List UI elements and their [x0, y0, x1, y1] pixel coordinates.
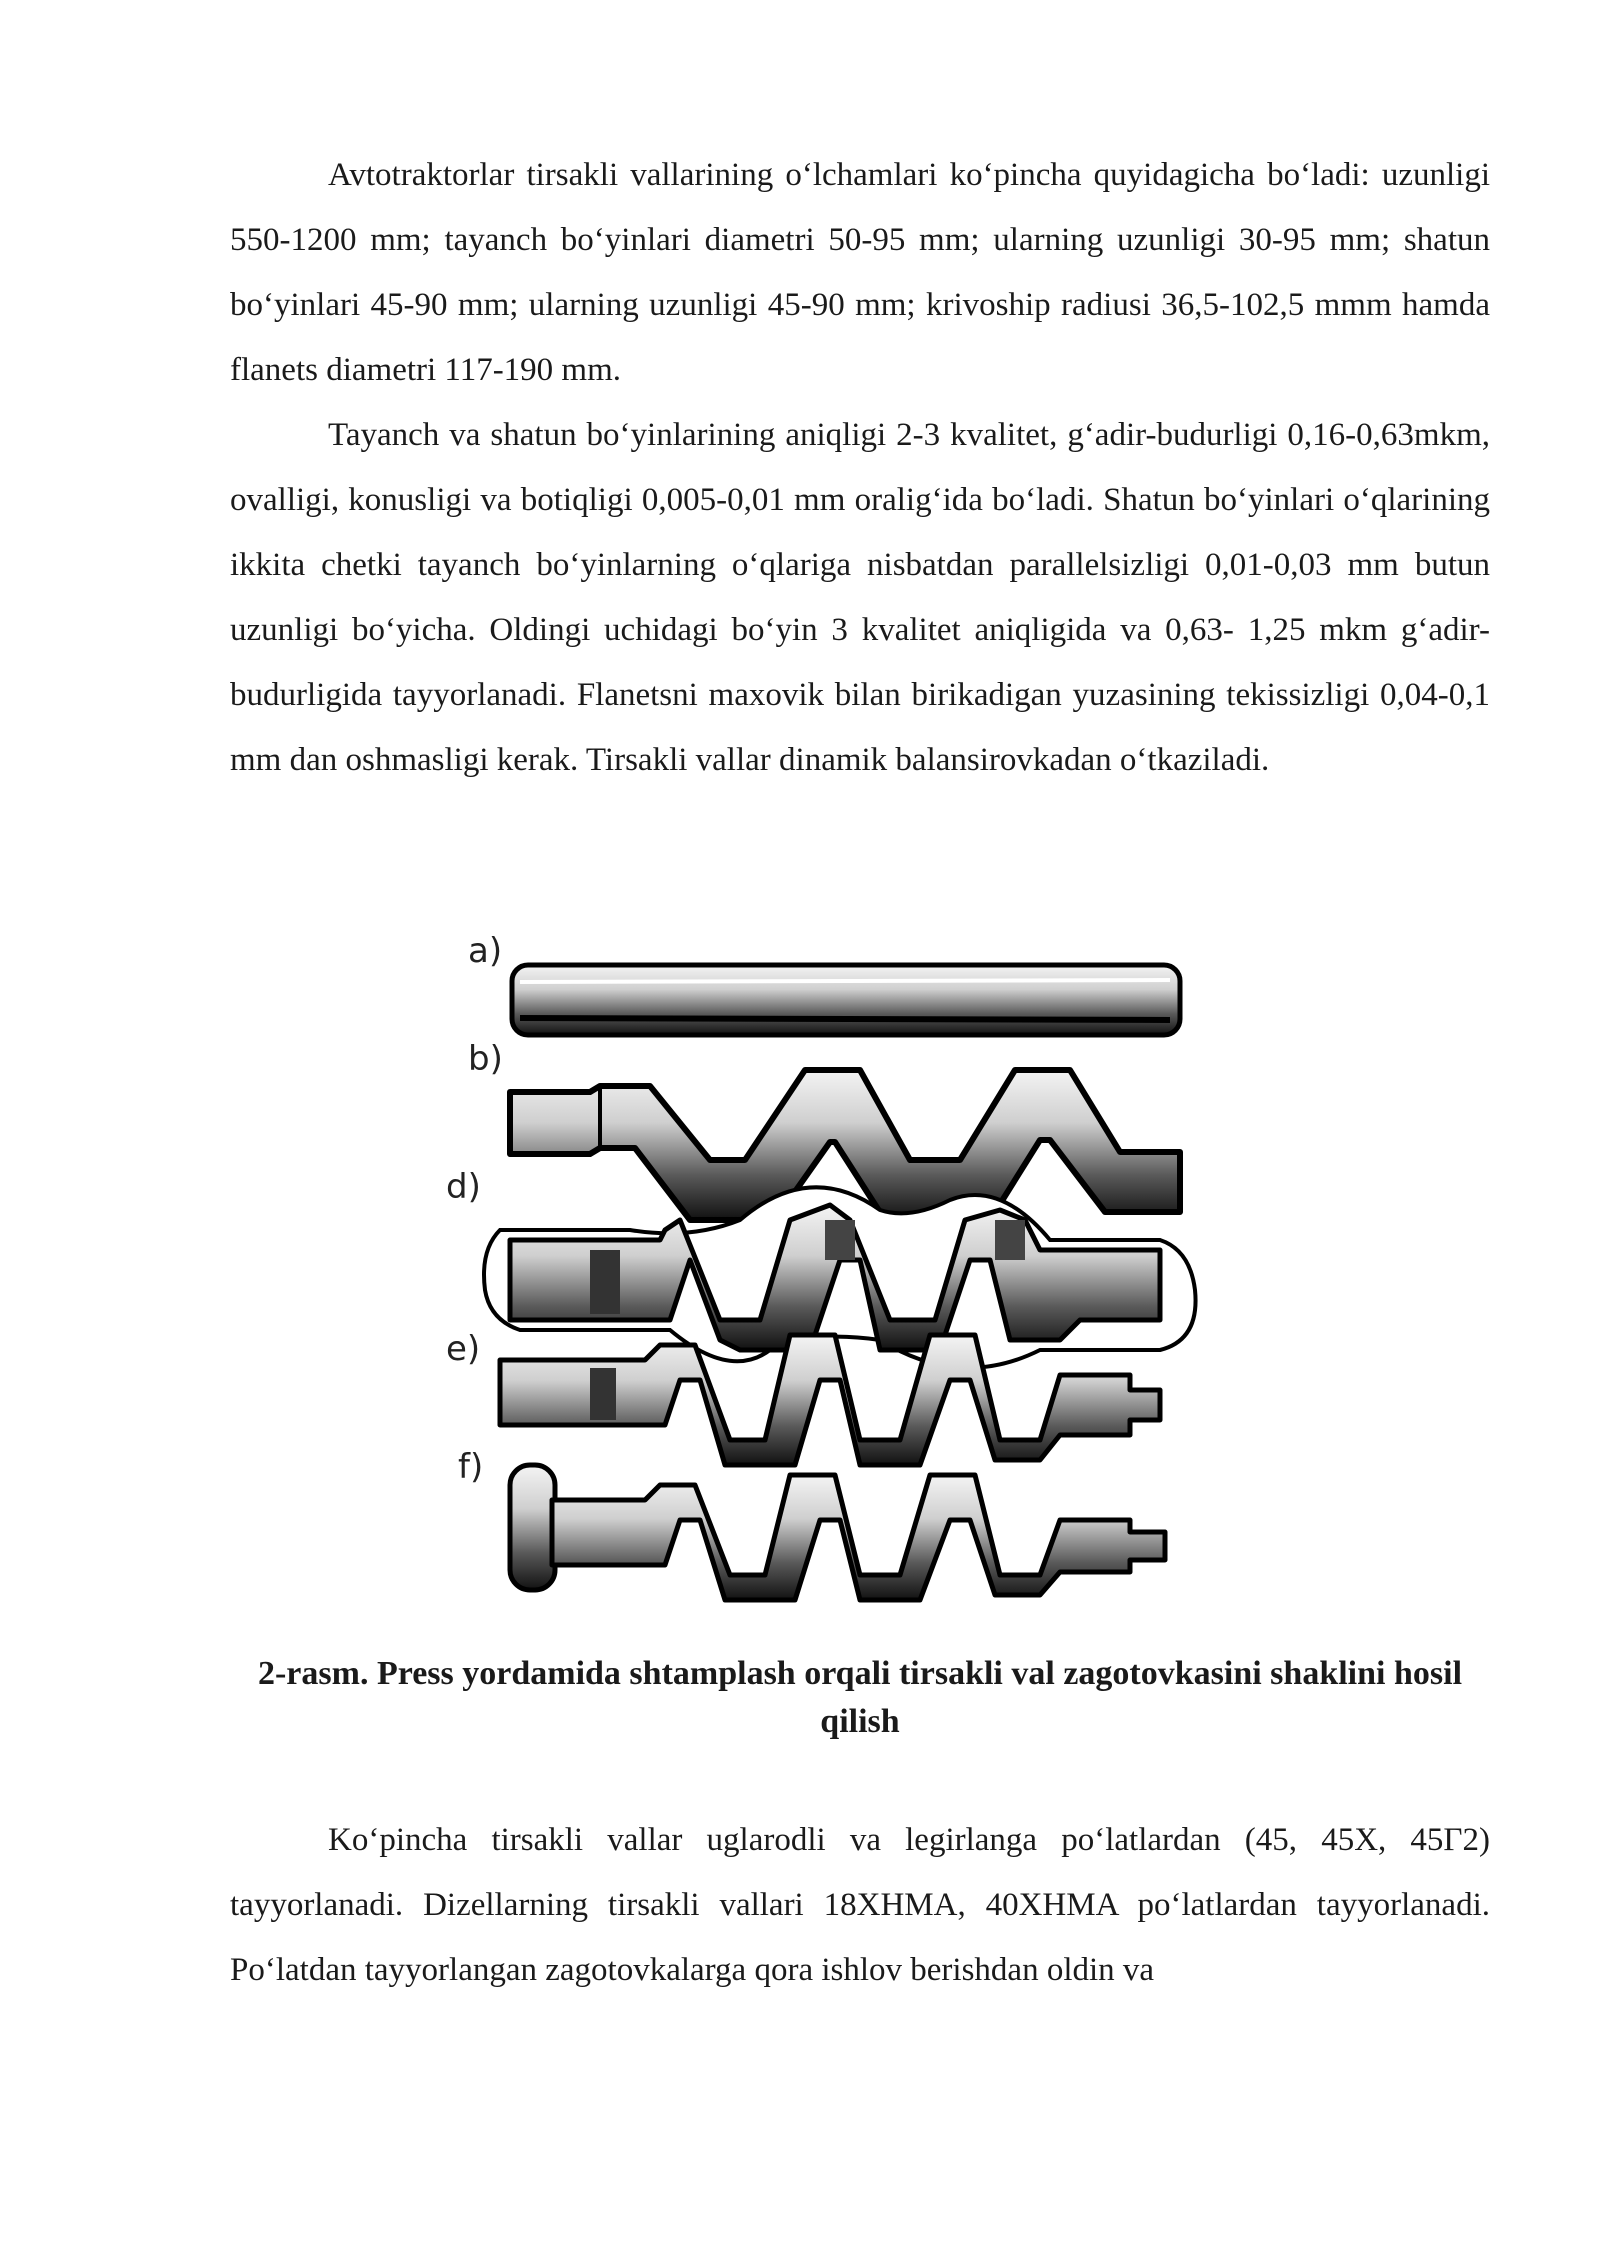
figure-label-b: b) — [468, 1039, 503, 1079]
figure-caption: 2-rasm. Press yordamida shtamplash orqali tirsakli val zagotovkasini shaklini hosil qilish — [257, 1655, 1463, 1740]
paragraph-dimensions: Avtotraktorlar tirsakli vallarining o‘lchamlari ko‘pincha quyidagicha bo‘ladi: uzunligi 550-1200 mm; tayanch bo‘yinlari diametri 50-95 mm; ularning uzunligi 30-95 mm; shatun bo‘yinlari 45-90 mm; ularning uzunligi 45-90 mm; krivoship radiusi 36,5-102,5 mmm hamda flanets diametri 117-190 mm. — [230, 157, 1490, 388]
trimmed-forging-shape — [500, 1335, 1160, 1465]
bar-stock-shape — [512, 965, 1180, 1035]
crankshaft-forging-figure — [440, 920, 1200, 1620]
paragraph-accuracy: Tayanch va shatun bo‘yinlarining aniqligi 2-3 kvalitet, g‘adir-budurligi 0,16-0,63mkm, ovalligi, konusligi va botiqligi 0,005-0,01 mm oralig‘ida bo‘ladi. Shatun bo‘yinlari o‘qlarining ikkita chetki tayanch bo‘yinlarning o‘qlariga nisbatdan parallelsizligi 0,01-0,03 mm butun uzunligi bo‘yicha. Oldingi uchidagi bo‘yin 3 kvalitet aniqligida va 0,63- 1,25 mkm g‘adir-budurligida tayyorlanadi. Flanetsni maxovik bilan birikadigan yuzasining tekissizligi 0,04-0,1 mm dan oshmasligi kerak. Tirsakli vallar dinamik balansirovkadan o‘tkaziladi. — [230, 417, 1490, 778]
figure-label-f: f) — [458, 1447, 484, 1487]
paragraph-materials: Ko‘pincha tirsakli vallar uglarodli va legirlanga po‘latlardan (45, 45X, 45Γ2) tayyorlanadi. Dizellarning tirsakli vallari 18XHMA, 40XHMA po‘latlardan tayyorlanadi. Po‘latdan tayyorlangan zagotovkalarga qora ishlov berishdan oldin va — [230, 1822, 1490, 1988]
figure-label-d: d) — [446, 1167, 481, 1207]
figure-label-e: e) — [446, 1329, 481, 1369]
finished-forging-shape — [510, 1465, 1165, 1600]
forged-with-flash-shape — [484, 1187, 1196, 1368]
figure-label-a: a) — [468, 931, 503, 971]
